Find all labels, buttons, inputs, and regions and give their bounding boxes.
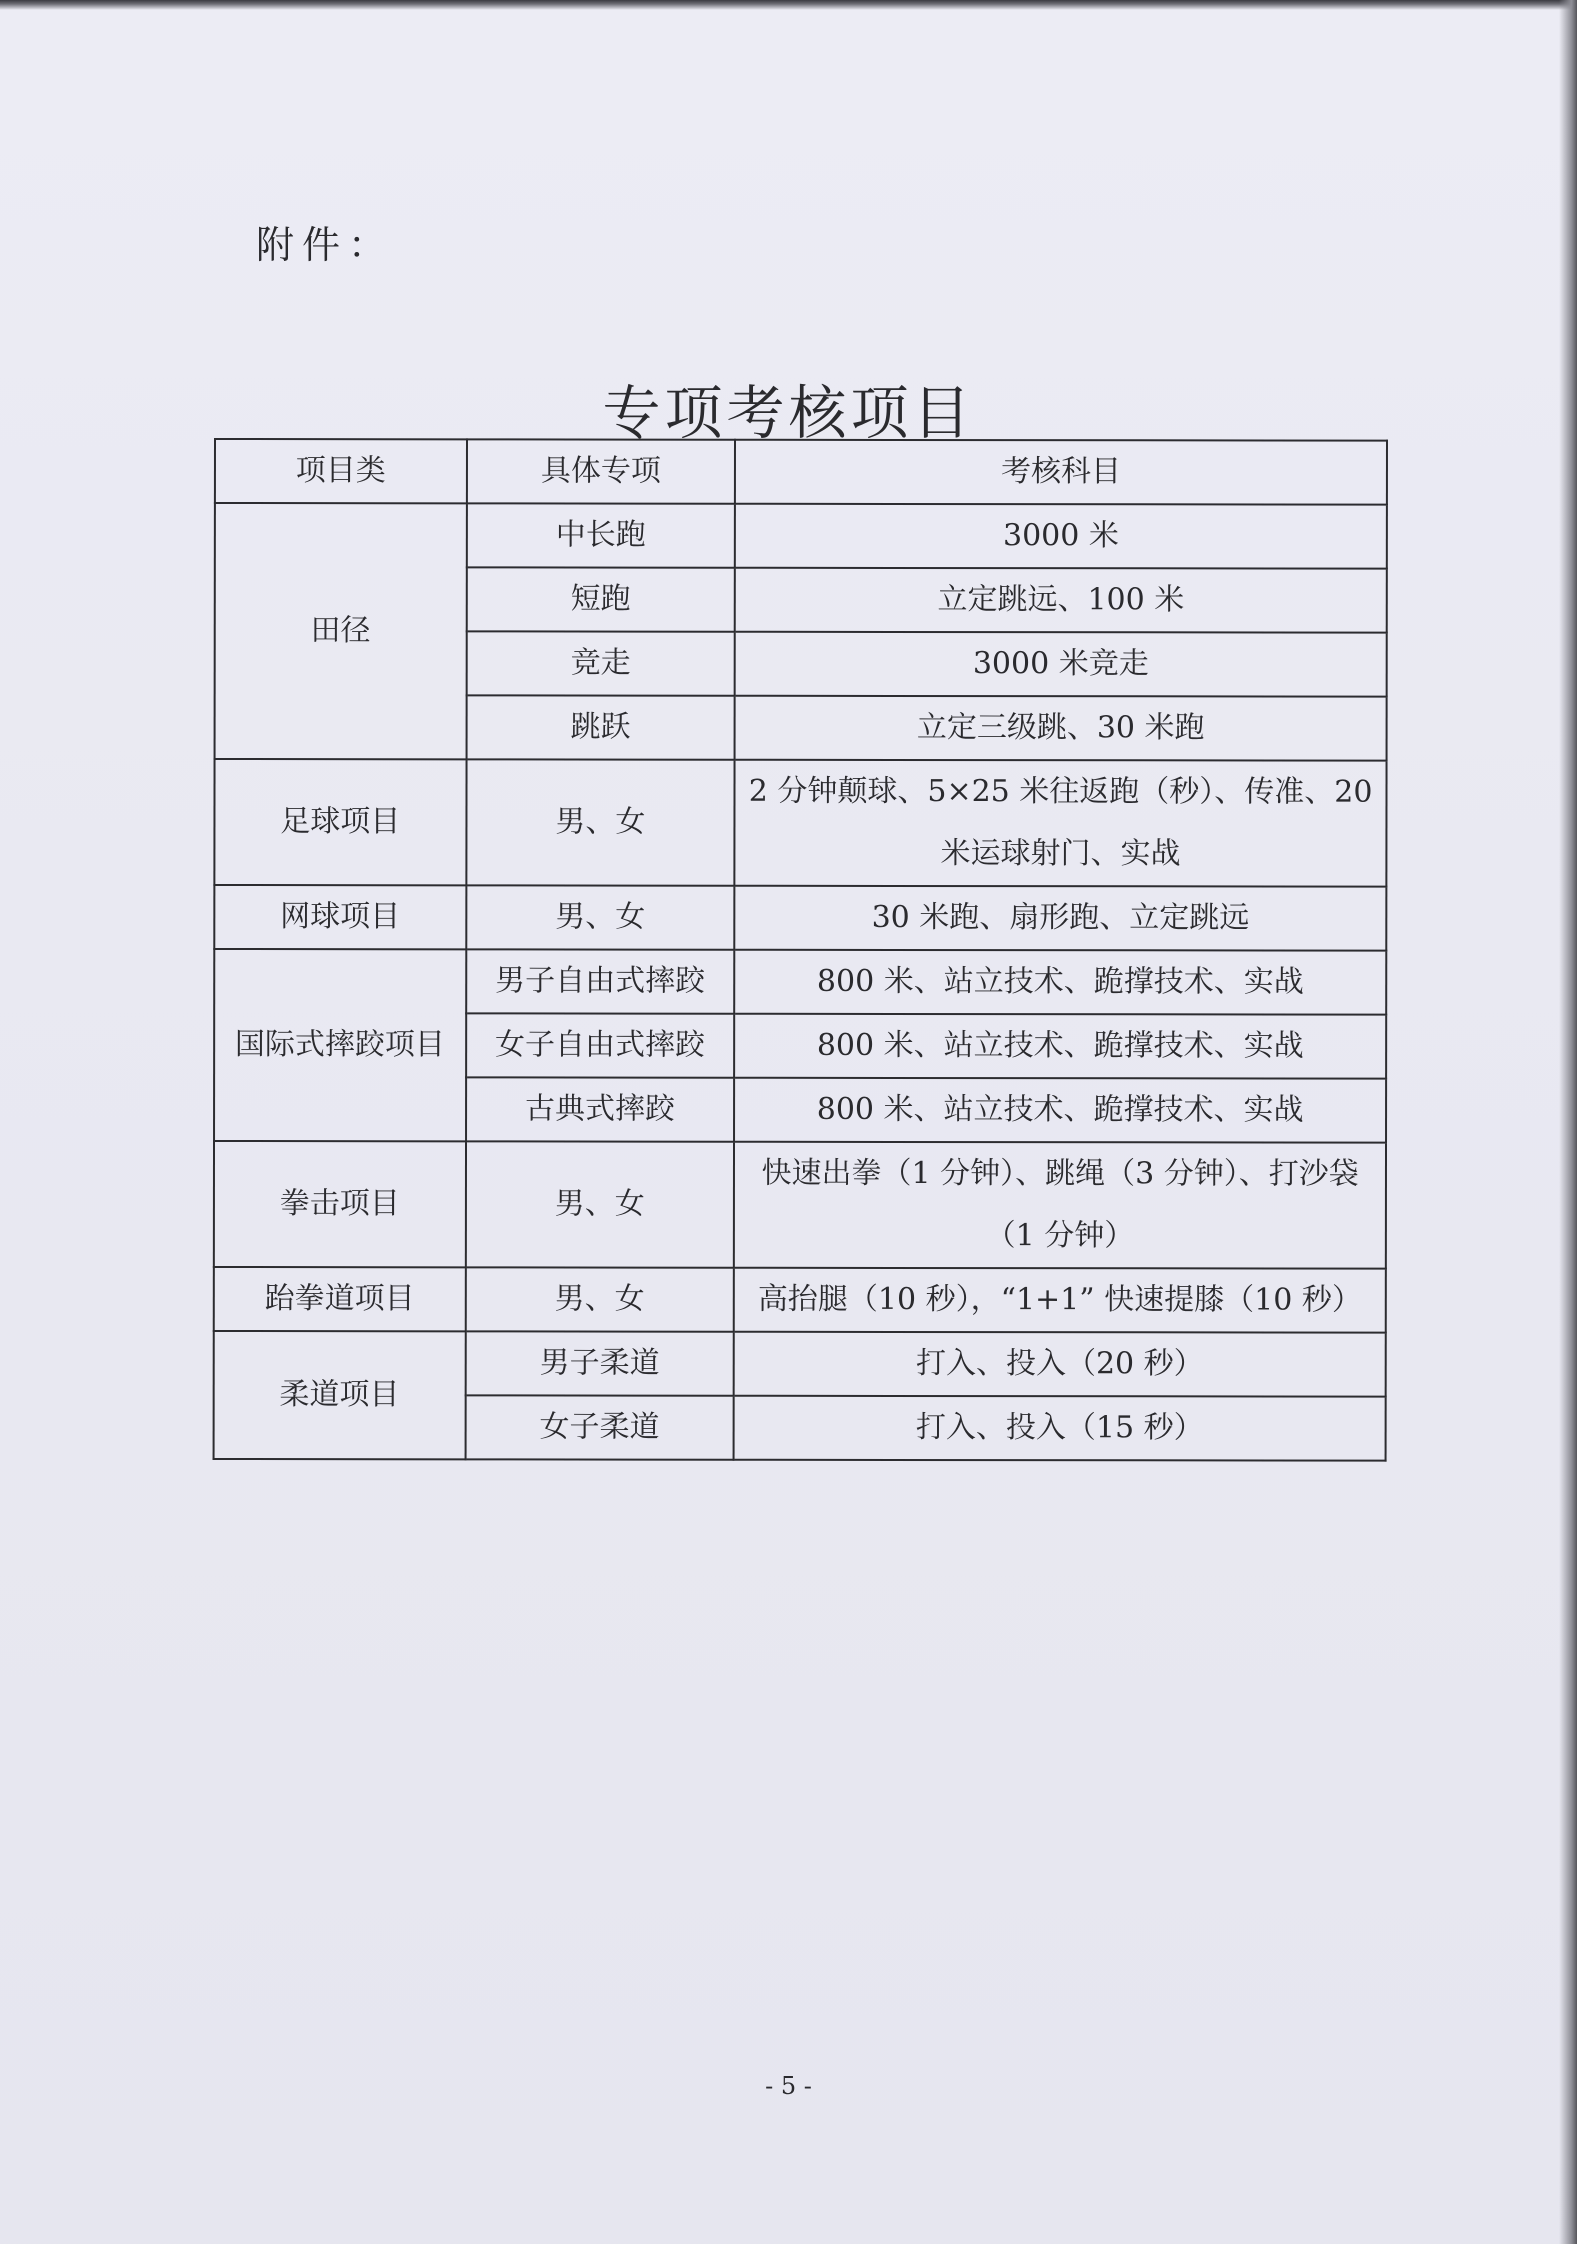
item-cell: 中长跑 (466, 503, 735, 567)
item-cell: 男、女 (465, 1141, 734, 1267)
item-cell: 短跑 (466, 567, 735, 631)
item-cell: 男子自由式摔跤 (466, 949, 735, 1013)
item-cell: 男子柔道 (465, 1331, 734, 1395)
category-cell: 田径 (215, 503, 467, 759)
page-title: 专项考核项目 (602, 379, 975, 447)
subject-cell: 打入、投入（15 秒） (734, 1396, 1386, 1461)
header-item: 具体专项 (466, 439, 735, 503)
subject-cell: 立定三级跳、30 米跑 (735, 696, 1387, 761)
category-cell: 网球项目 (214, 885, 466, 949)
subject-cell: 800 米、站立技术、跪撑技术、实战 (734, 1014, 1386, 1079)
table-row (214, 759, 1386, 887)
scan-right-edge (1559, 0, 1577, 2244)
exam-items-table (213, 438, 1388, 1462)
item-cell: 竞走 (466, 631, 735, 695)
scan-top-edge (0, 0, 1577, 10)
item-cell: 男、女 (466, 759, 735, 885)
subject-cell: 立定跳远、100 米 (735, 568, 1387, 633)
item-cell: 男、女 (465, 1267, 734, 1331)
page-number: - 5 - (765, 2072, 812, 2100)
subject-cell: 3000 米竞走 (735, 632, 1387, 697)
table-header-row (215, 439, 1387, 505)
item-cell: 跳跃 (466, 695, 735, 759)
category-cell: 拳击项目 (214, 1141, 466, 1267)
subject-cell: 快速出拳（1 分钟）、跳绳（3 分钟）、打沙袋（1 分钟） (734, 1142, 1386, 1269)
table-row (214, 1331, 1386, 1397)
attachment-label: 附件： (256, 223, 395, 267)
table-row (214, 1141, 1386, 1269)
category-cell: 足球项目 (214, 759, 466, 885)
category-cell: 柔道项目 (214, 1331, 466, 1459)
subject-cell: 打入、投入（20 秒） (734, 1332, 1386, 1397)
table-row (214, 1267, 1386, 1333)
item-cell: 女子柔道 (465, 1395, 734, 1459)
subject-cell: 800 米、站立技术、跪撑技术、实战 (734, 1078, 1386, 1143)
subject-cell: 高抬腿（10 秒），“1+1” 快速提膝（10 秒） (734, 1268, 1386, 1333)
item-cell: 男、女 (466, 885, 735, 949)
subject-cell: 30 米跑、扇形跑、立定跳远 (735, 886, 1387, 951)
subject-cell: 3000 米 (735, 504, 1387, 569)
item-cell: 女子自由式摔跤 (466, 1013, 735, 1077)
header-subject: 考核科目 (735, 440, 1387, 505)
table-row (214, 949, 1386, 1015)
category-cell: 国际式摔跤项目 (214, 949, 466, 1141)
subject-cell: 2 分钟颠球、5×25 米往返跑（秒）、传准、20 米运球射门、实战 (735, 760, 1387, 887)
item-cell: 古典式摔跤 (466, 1077, 735, 1141)
header-category: 项目类 (215, 439, 467, 503)
table-row (214, 885, 1386, 951)
table-row (215, 503, 1387, 569)
category-cell: 跆拳道项目 (214, 1267, 466, 1331)
subject-cell: 800 米、站立技术、跪撑技术、实战 (734, 950, 1386, 1015)
